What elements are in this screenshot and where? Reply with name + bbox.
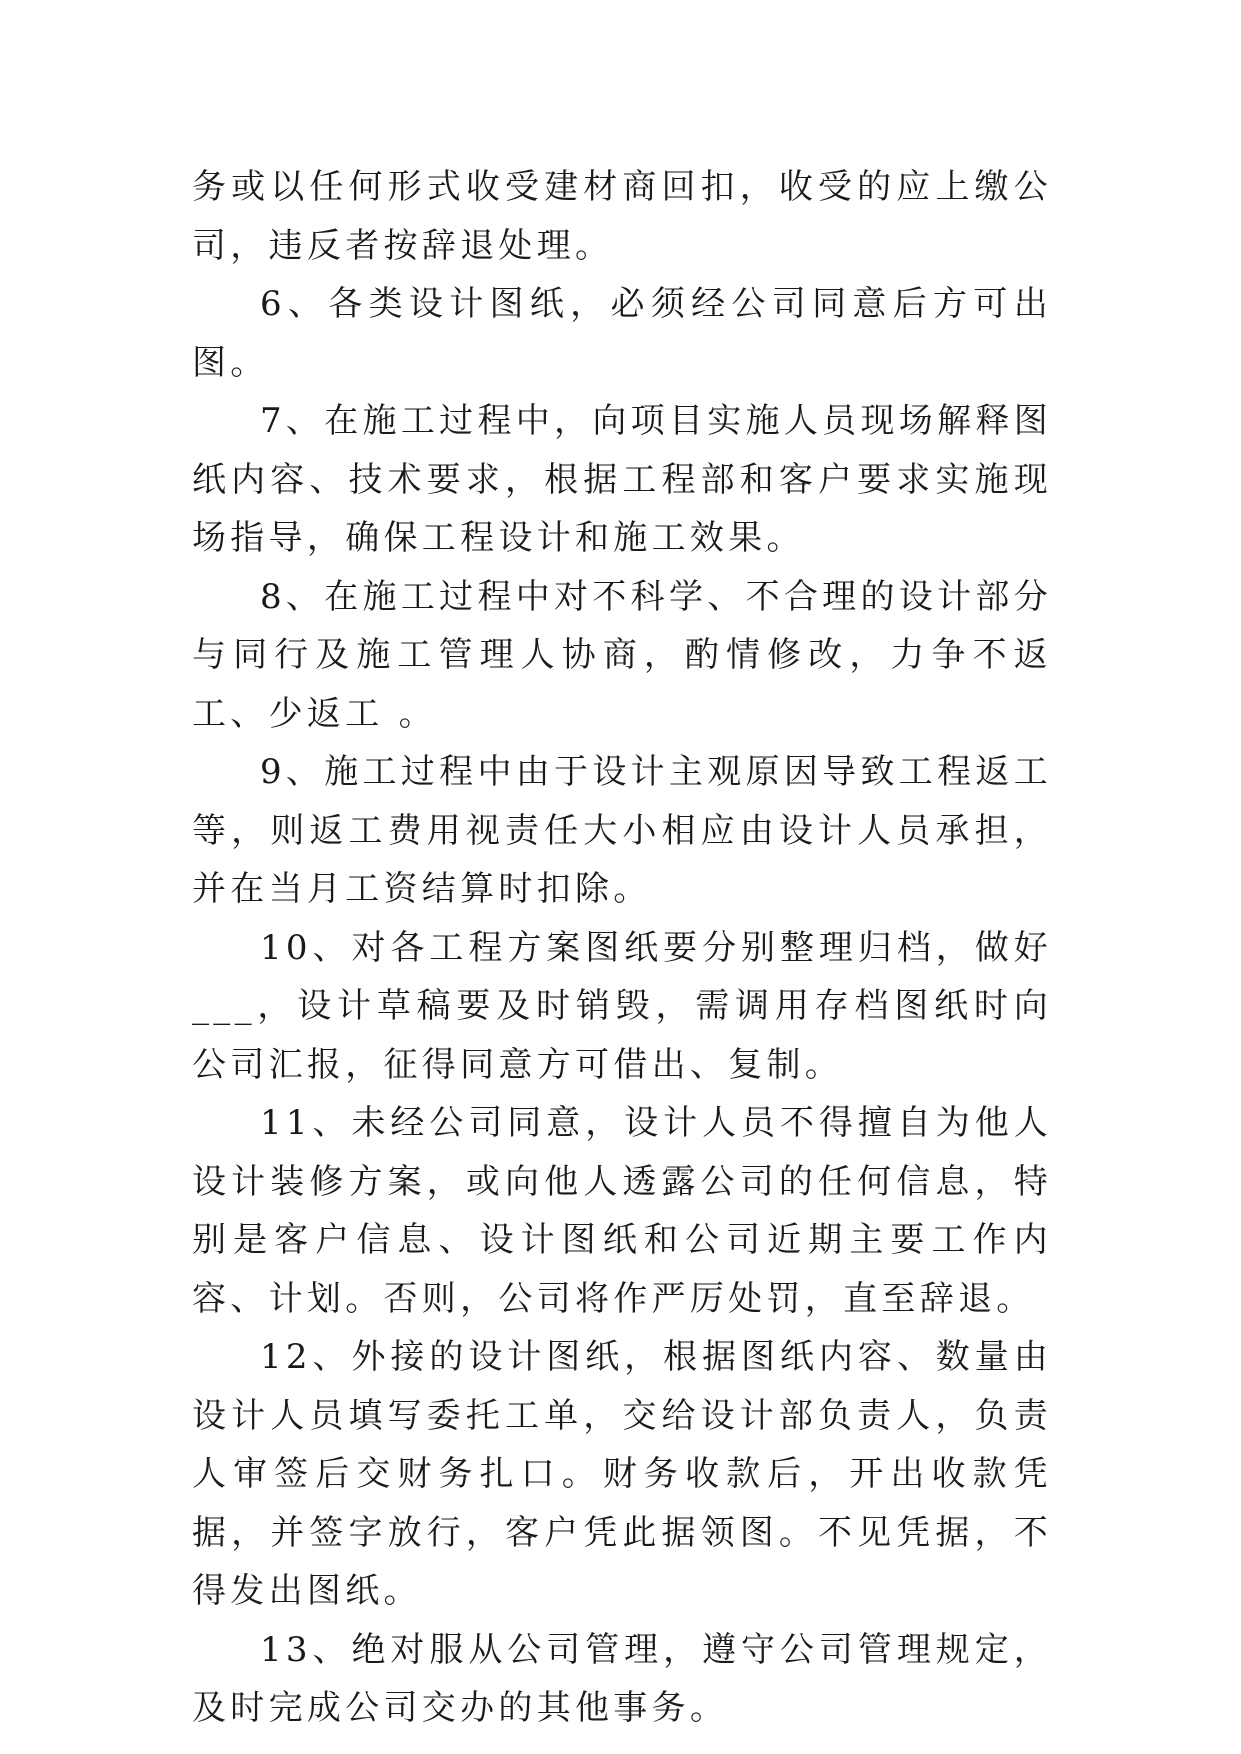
paragraph-item-9: 9、施工过程中由于设计主观原因导致工程返工等，则返工费用视责任大小相应由设计人员承担，并在当月工资结算时扣除。	[192, 752, 1052, 909]
paragraph-item-7: 7、在施工过程中，向项目实施人员现场解释图纸内容、技术要求，根据工程部和客户要求实施现场指导，确保工程设计和施工效果。	[192, 401, 1052, 558]
paragraph-item-10: 10、对各工程方案图纸要分别整理归档，做好___，设计草稿要及时销毁，需调用存档图纸时向公司汇报，征得同意方可借出、复制。	[192, 927, 1052, 1085]
document-body	[192, 158, 1052, 1738]
paragraph-item-13: 13、绝对服从公司管理，遵守公司管理规定，及时完成公司交办的其他事务。	[192, 1629, 1052, 1728]
paragraph-item-12: 12、外接的设计图纸，根据图纸内容、数量由设计人员填写委托工单，交给设计部负责人，负责人审签后交财务扎口。财务收款后，开出收款凭据，并签字放行，客户凭此据领图。不见凭据，不得发出图纸。	[192, 1337, 1052, 1611]
paragraph-item-8: 8、在施工过程中对不科学、不合理的设计部分与同行及施工管理人协商，酌情修改，力争不返工、少返工 。	[192, 576, 1052, 734]
paragraph-item-6: 6、各类设计图纸，必须经公司同意后方可出图。	[192, 284, 1052, 383]
paragraph-item-11: 11、未经公司同意，设计人员不得擅自为他人设计装修方案，或向他人透露公司的任何信息，特别是客户信息、设计图纸和公司近期主要工作内容、计划。否则，公司将作严厉处罚，直至辞退。	[192, 1103, 1052, 1319]
paragraph-continuation: 务或以任何形式收受建材商回扣，收受的应上缴公司，违反者按辞退处理。	[192, 167, 1052, 266]
